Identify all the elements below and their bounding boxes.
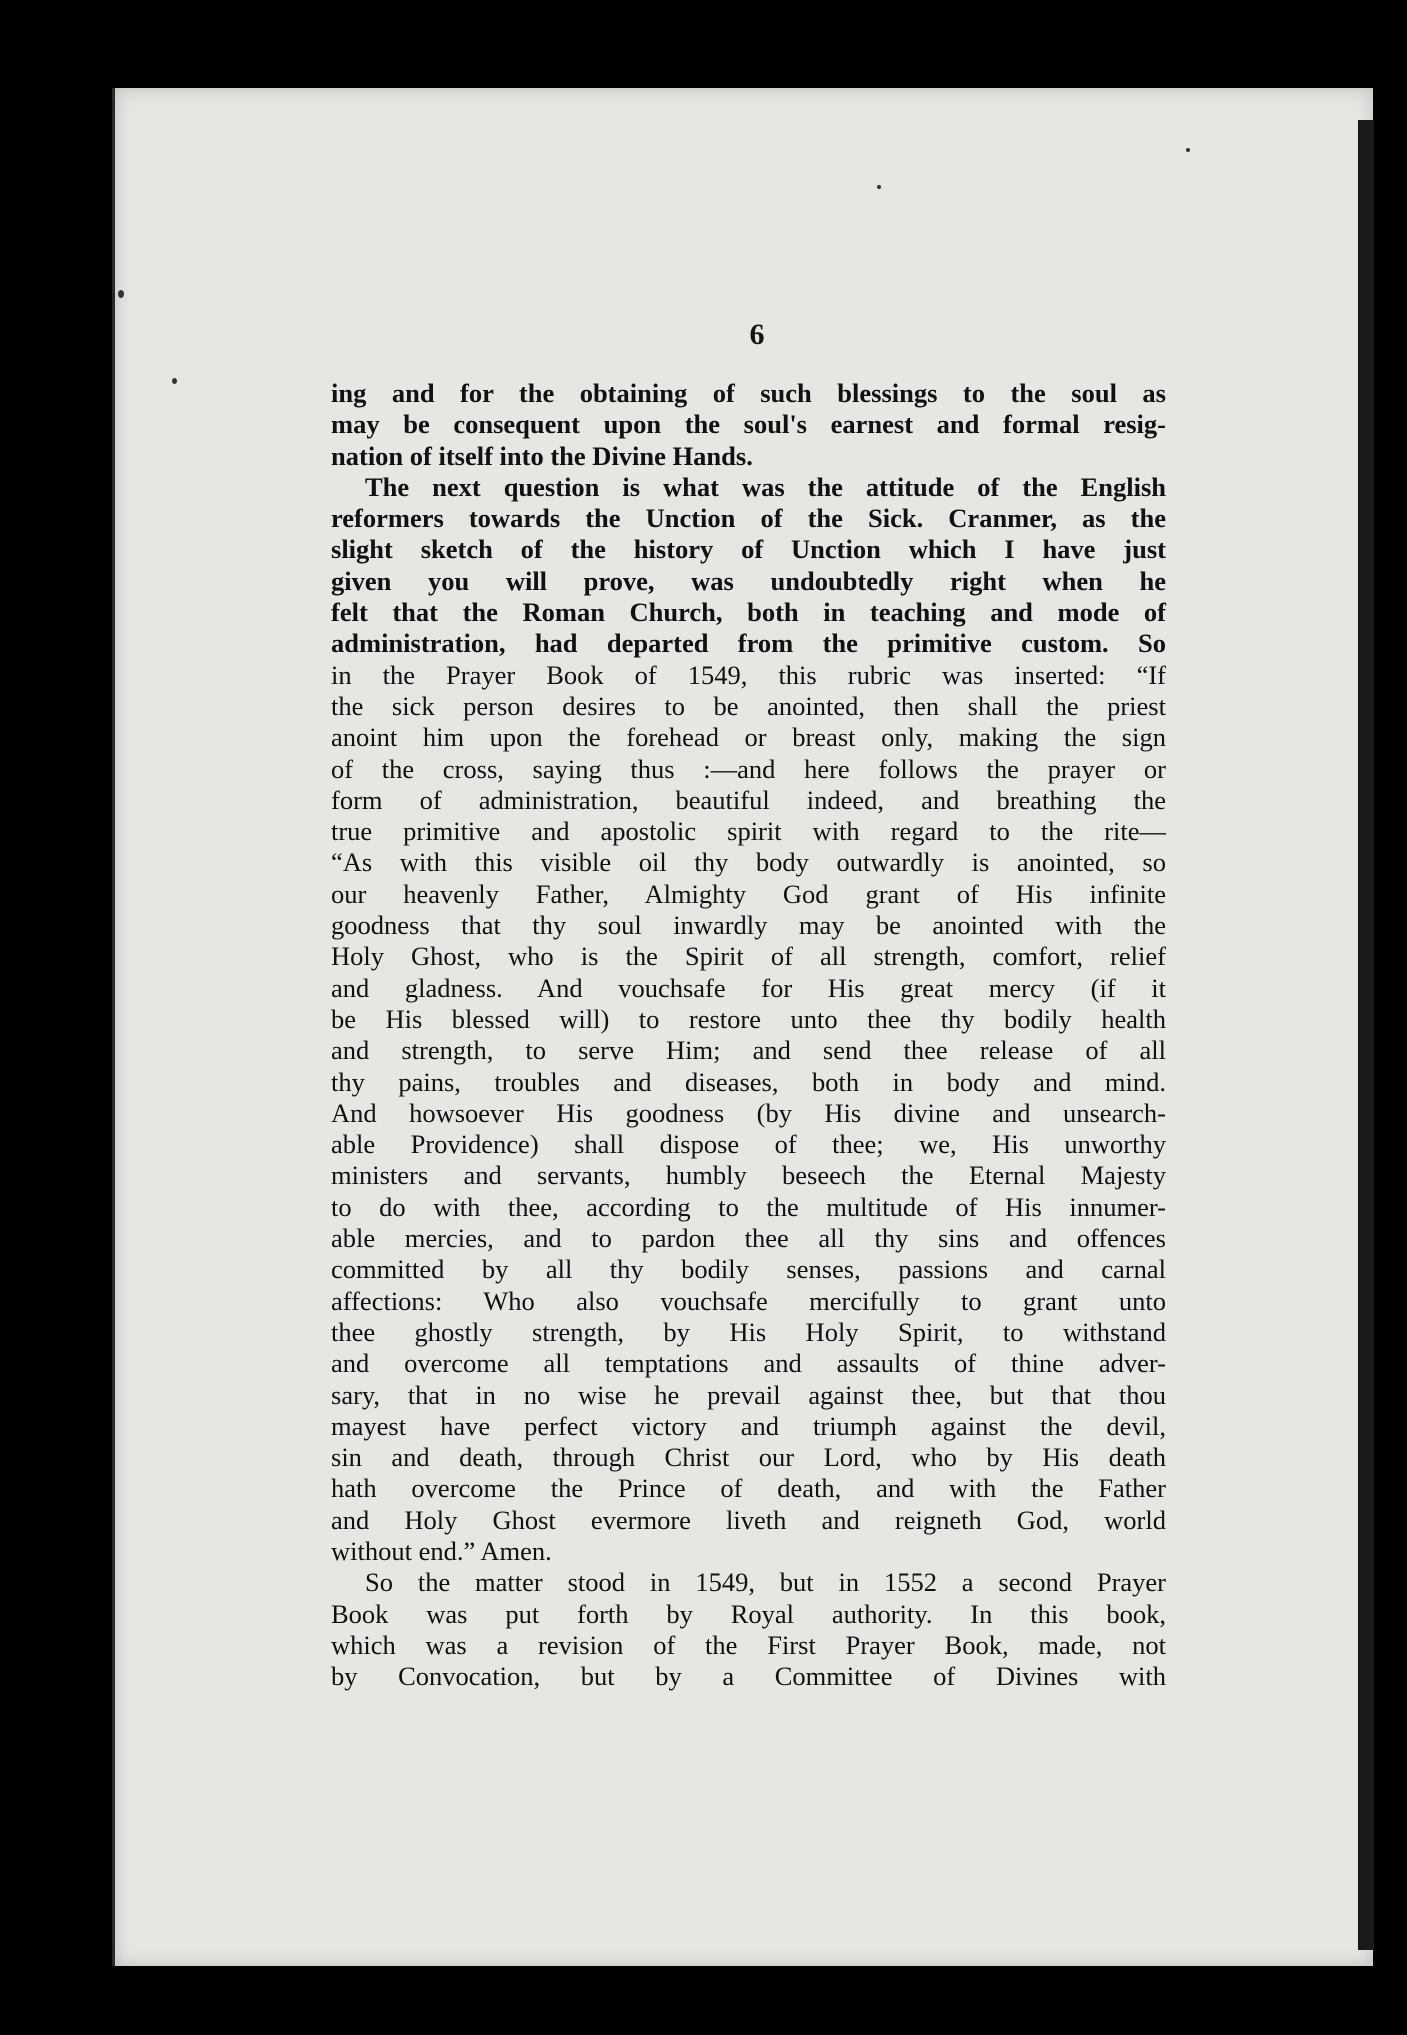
text-line: and strength, to serve Him; and send thee release of all xyxy=(331,1035,1166,1066)
ink-speck xyxy=(1186,148,1190,152)
text-line: sary, that in no wise he prevail against thee, but that thou xyxy=(331,1379,1166,1410)
text-line: and gladness. And vouchsafe for His great mercy (if it xyxy=(331,972,1166,1003)
text-line: and overcome all temptations and assaults of thine adver- xyxy=(331,1348,1166,1379)
text-line: administration, had departed from the primitive custom. So xyxy=(331,628,1166,659)
text-line: slight sketch of the history of Unction which I have just xyxy=(331,534,1166,565)
text-line: Book was put forth by Royal authority. In this book, xyxy=(331,1598,1166,1629)
text-line: Holy Ghost, who is the Spirit of all strength, comfort, relief xyxy=(331,941,1166,972)
text-line: our heavenly Father, Almighty God grant of His infinite xyxy=(331,878,1166,909)
text-line: may be consequent upon the soul's earnest and formal resig- xyxy=(331,409,1166,440)
text-line: able mercies, and to pardon thee all thy sins and offences xyxy=(331,1223,1166,1254)
text-line: and Holy Ghost evermore liveth and reigneth God, world xyxy=(331,1504,1166,1535)
text-line: mayest have perfect victory and triumph against the devil, xyxy=(331,1410,1166,1441)
text-line: without end.” Amen. xyxy=(331,1535,552,1566)
text-line: nation of itself into the Divine Hands. xyxy=(331,440,753,471)
text-line: thy pains, troubles and diseases, both in body and mind. xyxy=(331,1066,1166,1097)
page-edge-shadow xyxy=(1358,120,1374,1950)
text-line: affections: Who also vouchsafe mercifully to grant unto xyxy=(331,1285,1166,1316)
text-line: ing and for the obtaining of such blessings to the soul as xyxy=(331,378,1166,408)
text-line: in the Prayer Book of 1549, this rubric was inserted: “If xyxy=(331,659,1166,690)
text-line: which was a revision of the First Prayer Book, made, not xyxy=(331,1629,1166,1660)
text-line: felt that the Roman Church, both in teaching and mode of xyxy=(331,597,1166,628)
text-line: form of administration, beautiful indeed, and breathing the xyxy=(331,784,1166,815)
ink-speck xyxy=(877,185,881,189)
text-line: thee ghostly strength, by His Holy Spirit, to withstand xyxy=(331,1316,1166,1347)
text-line: be His blessed will) to restore unto thee thy bodily health xyxy=(331,1003,1166,1034)
text-line: “As with this visible oil thy body outwardly is anointed, so xyxy=(331,847,1166,878)
text-line: The next question is what was the attitude of the English xyxy=(365,471,1166,502)
text-line: So the matter stood in 1549, but in 1552 a second Prayer xyxy=(365,1567,1166,1598)
text-line: hath overcome the Prince of death, and with the Father xyxy=(331,1473,1166,1504)
text-line: goodness that thy soul inwardly may be anointed with the xyxy=(331,910,1166,941)
text-line: anoint him upon the forehead or breast only, making the sign xyxy=(331,722,1166,753)
text-line: the sick person desires to be anointed, then shall the priest xyxy=(331,690,1166,721)
text-line: committed by all thy bodily senses, passions and carnal xyxy=(331,1254,1166,1285)
text-line: given you will prove, was undoubtedly right when he xyxy=(331,565,1166,596)
text-line: reformers towards the Unction of the Sick. Cranmer, as the xyxy=(331,503,1166,534)
page-number: 6 xyxy=(749,318,765,351)
text-line: of the cross, saying thus :—and here follows the prayer or xyxy=(331,753,1166,784)
text-line: to do with thee, according to the multitude of His innumer- xyxy=(331,1191,1166,1222)
text-line: true primitive and apostolic spirit with regard to the rite— xyxy=(331,816,1166,847)
body-text xyxy=(331,378,1166,1692)
ink-speck xyxy=(172,378,177,384)
text-line: ministers and servants, humbly beseech the Eternal Majesty xyxy=(331,1160,1166,1191)
text-line: sin and death, through Christ our Lord, who by His death xyxy=(331,1442,1166,1473)
ink-speck xyxy=(118,290,124,298)
text-line: able Providence) shall dispose of thee; we, His unworthy xyxy=(331,1129,1166,1160)
text-line: by Convocation, but by a Committee of Divines with xyxy=(331,1661,1166,1692)
text-line: And howsoever His goodness (by His divine and unsearch- xyxy=(331,1097,1166,1128)
